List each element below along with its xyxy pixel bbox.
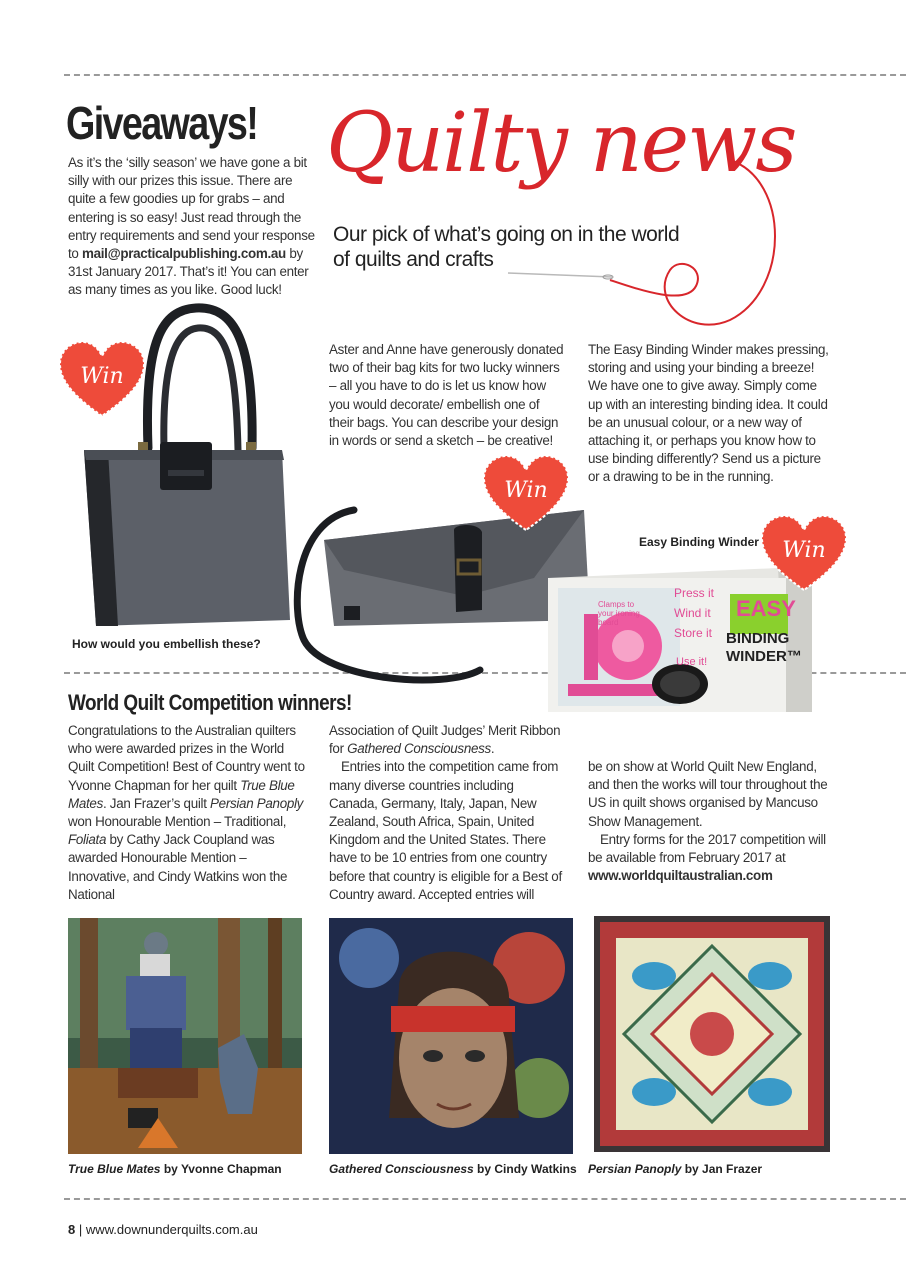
box-use-text: Use it!	[676, 656, 708, 668]
comp-col1-quilt-1: True Blue Mates	[68, 777, 295, 811]
caption-title-3: Persian Panoply	[588, 1162, 682, 1176]
quilty-news-subtitle: Our pick of what’s going on in the world of quilts and crafts	[333, 223, 680, 271]
comp-col1-text-4: by Cathy Jack Coupland was awarded Honourable Mention – Innovative, and Cindy Watkins won the National	[68, 832, 288, 902]
bags-caption: How would you embellish these?	[72, 637, 261, 651]
box-easy-text: EASY	[736, 596, 796, 621]
giveaways-email-link[interactable]: mail@practicalpublishing.com.au	[82, 246, 286, 262]
win-heart-2	[484, 456, 568, 532]
persian-panoply-art	[594, 916, 830, 1152]
gathered-consciousness-caption	[329, 1162, 577, 1176]
win-label-2: Win	[504, 478, 548, 503]
comp-col1-quilt-3: Foliata	[68, 832, 107, 848]
winder-description: The Easy Binding Winder makes pressing, storing and using your binding a breeze! We have one to give away. Simply come up with an interesting binding idea. It could be an unusual colour, or a new way of attaching it, or perhaps you know how to use binding differently? Send us a picture or a drawing to be in the running.	[588, 342, 829, 485]
bottom-divider	[64, 1198, 906, 1200]
page-footer	[68, 1222, 258, 1237]
comp-col1-text-1: Congratulations to the Australian quilters who were awarded prizes in the World Quilt Competition! Best of Country went to Yvonne Chapman for her quilt	[68, 723, 305, 793]
box-clamps-text: Clamps to your ironing board	[598, 600, 640, 627]
gathered-consciousness-image	[329, 918, 573, 1154]
page-number: 8	[68, 1222, 76, 1237]
win-label-1: Win	[80, 364, 124, 389]
true-blue-mates-image	[68, 918, 302, 1154]
top-divider	[64, 74, 906, 76]
persian-panoply-caption	[588, 1162, 762, 1176]
bags-description: Aster and Anne have generously donated two of their bag kits for two lucky winners – all you have to do is let us know how you would decorate/ embellish one of their bags. You can describe your design in words or send a sketch – be creative!	[329, 342, 564, 449]
comp-col3-text: Entry forms for the 2017 competition will be available from February 2017 at	[588, 831, 826, 866]
comp-col2-text-1: Association of Quilt Judges’ Merit Ribbon for	[329, 723, 561, 757]
win-heart-3	[762, 516, 846, 592]
comp-col2-quilt: Gathered Consciousness	[347, 741, 491, 757]
win-label-3: Win	[782, 538, 826, 563]
competition-url-link[interactable]: www.worldquiltaustralian.com	[588, 868, 773, 884]
giveaways-text-2: by 31st January 2017. That’s it! You can enter as many times as you like. Good luck!	[68, 246, 309, 298]
quilty-news-title: Quilty news	[326, 96, 796, 191]
caption-by-2: by Cindy Watkins	[473, 1162, 577, 1176]
caption-title-1: True Blue Mates	[68, 1162, 161, 1176]
comp-col2-para-1	[329, 722, 565, 758]
caption-by-1: by Yvonne Chapman	[160, 1162, 282, 1176]
box-binding-text: BINDING	[726, 630, 790, 647]
true-blue-mates-caption	[68, 1162, 282, 1176]
competition-title: World Quilt Competition winners!	[68, 690, 352, 715]
caption-by-3: by Jan Frazer	[681, 1162, 763, 1176]
footer-url-link[interactable]: www.downunderquilts.com.au	[85, 1222, 258, 1237]
thread-decoration	[500, 140, 800, 340]
caption-title-2: Gathered Consciousness	[329, 1162, 474, 1176]
competition-col-1	[68, 722, 308, 904]
giveaways-title: Giveaways!	[66, 97, 258, 149]
box-winder-text: WINDER™	[726, 648, 802, 665]
box-store-text: Store it	[674, 626, 713, 640]
competition-col-3	[588, 758, 838, 885]
gathered-consciousness-art	[329, 918, 573, 1154]
footer-separator: |	[75, 1222, 86, 1237]
box-press-text: Press it	[674, 586, 715, 600]
persian-panoply-image	[594, 916, 830, 1152]
comp-col1-text-3: won Honourable Mention – Traditional,	[68, 814, 287, 830]
giveaways-intro	[68, 154, 318, 300]
competition-col-2	[329, 722, 565, 904]
win-heart-1	[60, 342, 144, 418]
comp-col3-para-2	[588, 831, 838, 886]
comp-col3-para-1: be on show at World Quilt New England, and then the works will tour throughout the US in quilt shows organised by Mancuso Show Management.	[588, 759, 828, 829]
giveaways-text-1: As it’s the ‘silly season’ we have gone a bit silly with our prizes this issue. There are quite a few goodies up for grabs – and entering is so easy! Just read through the entry requirements and send your response to	[68, 155, 315, 262]
comp-col1-text-2: . Jan Frazer’s quilt	[102, 795, 211, 811]
comp-col1-quilt-2: Persian Panoply	[210, 795, 304, 811]
box-wind-text: Wind it	[674, 606, 711, 620]
true-blue-mates-art	[68, 918, 302, 1154]
winder-caption: Easy Binding Winder	[639, 535, 759, 549]
comp-col2-para-2: Entries into the competition came from many diverse countries including Canada, Germany, Italy, Japan, New Zealand, South Africa, Spain, United Kingdom and the United States. There have to be 10 entries from one country before that country is eligible for a Best of Country award. Accepted entries will	[329, 759, 562, 902]
comp-col2-text-2: .	[490, 741, 495, 757]
